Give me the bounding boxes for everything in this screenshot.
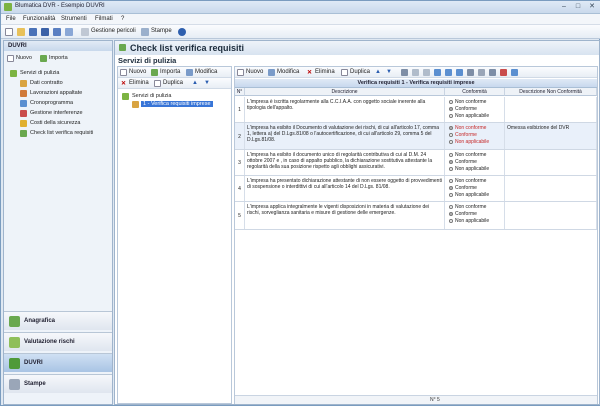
open-icon[interactable]	[17, 28, 25, 36]
option-label: Non applicabile	[455, 113, 490, 119]
left-modifica-button[interactable]: Modifica	[195, 69, 218, 75]
lavorazioni-icon	[20, 90, 27, 97]
import-icon	[151, 69, 158, 76]
row-conformita	[445, 150, 505, 175]
tree-root-icon	[10, 70, 17, 77]
radio-icon[interactable]	[449, 179, 453, 183]
help-icon[interactable]	[178, 28, 186, 36]
main-panel	[114, 40, 600, 405]
conformita-option[interactable]	[449, 185, 477, 191]
sidebar-item-cronoprogramma[interactable]: Cronoprogramma	[30, 100, 74, 106]
right-nuovo-button[interactable]: Nuovo	[246, 69, 264, 75]
radio-icon[interactable]	[449, 167, 453, 171]
interferenze-icon	[20, 110, 27, 117]
option-label: Non conforme	[455, 99, 487, 105]
radio-icon[interactable]	[449, 212, 453, 216]
conformita-option[interactable]	[449, 178, 486, 184]
col-header-n[interactable]: N°	[235, 88, 245, 96]
sidebar-item-lavorazioni[interactable]: Lavorazioni appaltate	[30, 90, 83, 96]
row-number: 4	[235, 176, 245, 201]
new-icon	[7, 55, 14, 62]
option-label: Conforme	[455, 132, 477, 138]
sidebar-item-dati-contratto[interactable]: Dati contratto	[30, 80, 63, 86]
tree-item-icon	[132, 101, 139, 108]
conformita-option[interactable]	[449, 106, 477, 112]
expand-icon[interactable]	[423, 69, 430, 76]
left-duplica-button[interactable]: Duplica	[163, 80, 184, 86]
row-description: L'impresa ha esibito il documento unico di regolarità contributiva di cui al D.M. 24 ottobre 2007 e , in caso di appalto pubblico, la dichiarazione sostitutiva attestante la regolarità della sua posizione rispetto agli obblighi assicurativi.	[245, 150, 445, 175]
maximize-button[interactable]: □	[575, 3, 581, 10]
columns-icon[interactable]	[445, 69, 452, 76]
row-non-conformita[interactable]	[505, 150, 597, 175]
close-button[interactable]: ✕	[589, 3, 595, 10]
row-description: L'impresa ha presentato dichiarazione attestante di non essere oggetto di provvedimenti di sospensione o interdittivi di cui all'articolo 14 del D.Lgs. 81/08.	[245, 176, 445, 201]
conformita-option[interactable]	[449, 159, 477, 165]
row-conformita	[445, 176, 505, 201]
nav-label: Stampe	[24, 381, 46, 387]
conformita-option[interactable]	[449, 99, 486, 105]
menu-filmati[interactable]: Filmati	[95, 16, 113, 22]
right-elimina-button[interactable]: Elimina	[315, 69, 335, 75]
sidebar	[3, 40, 113, 405]
nav-label: DUVRI	[24, 360, 43, 366]
right-modifica-button[interactable]: Modifica	[277, 69, 300, 75]
arrow-up-icon[interactable]: ▲	[192, 80, 198, 86]
import-icon	[40, 55, 47, 62]
row-description: L'impresa applica integralmente le vigenti disposizioni in materia di valutazione dei rischi, sorveglianza sanitaria e misure di gestione delle emergenze.	[245, 202, 445, 229]
left-nuovo-button[interactable]: Nuovo	[129, 69, 147, 75]
col-header-non-conformita[interactable]: Descrizione Non Conformità	[505, 88, 597, 96]
sidebar-item-checklist[interactable]: Check list verifica requisiti	[30, 130, 94, 136]
option-label: Non conforme	[455, 178, 487, 184]
table-row[interactable]	[235, 123, 597, 150]
window-title: Blumatica DVR - Esempio DUVRI	[15, 3, 105, 9]
page-subtitle: Servizi di pulizia	[118, 56, 177, 65]
menu-strumenti[interactable]: Strumenti	[61, 16, 87, 22]
table-row[interactable]	[235, 176, 597, 202]
sidebar-nuovo-button[interactable]: Nuovo	[16, 55, 32, 61]
save-all-icon[interactable]	[41, 28, 49, 36]
row-description: L'impresa è iscritta regolarmente alla C.C.I.A.A. con oggetto sociale inerente alla tipologia dell'appalto.	[245, 97, 445, 122]
radio-icon[interactable]	[449, 160, 453, 164]
row-non-conformita[interactable]	[505, 202, 597, 229]
arrow-down-icon[interactable]: ▼	[386, 69, 392, 75]
dati-contratto-icon	[20, 80, 27, 87]
save-icon[interactable]	[29, 28, 37, 36]
radio-icon[interactable]	[449, 219, 453, 223]
radio-icon[interactable]	[449, 153, 453, 157]
col-header-conformita[interactable]: Conformità	[445, 88, 505, 96]
radio-icon[interactable]	[449, 126, 453, 130]
sidebar-title: DUVRI	[4, 41, 112, 51]
left-elimina-button[interactable]: Elimina	[129, 80, 149, 86]
checklist-icon	[119, 44, 126, 51]
checklist-icon	[20, 130, 27, 137]
sidebar-importa-button[interactable]: Importa	[49, 55, 68, 61]
menu-bar	[1, 14, 600, 25]
option-label: Non applicabile	[455, 139, 490, 145]
delete-icon: ✕	[307, 70, 313, 76]
row-description: L'impresa ha esibito il Documento di valutazione dei rischi, di cui all'articolo 17, comma 1, lettera a) del D.Lgs.81/08 o l'autocertificazione, di cui all'articolo 29, comma 5 del D.Lgs.81/08.	[245, 123, 445, 149]
costi-icon	[20, 120, 27, 127]
stampe-button[interactable]: Stampe	[151, 28, 172, 34]
gestione-pericoli-icon[interactable]	[81, 28, 89, 36]
grid-icon[interactable]	[434, 69, 441, 76]
menu-funzionalita[interactable]: Funzionalità	[23, 16, 56, 22]
new-icon	[120, 69, 127, 76]
option-label: Non applicabile	[455, 192, 490, 198]
option-label: Conforme	[455, 106, 477, 112]
left-tree-root[interactable]: Servizi di pulizia	[132, 93, 172, 99]
option-label: Non conforme	[455, 125, 487, 131]
row-number: 5	[235, 202, 245, 229]
page-title	[115, 41, 599, 55]
option-label: Non conforme	[455, 152, 487, 158]
page-title-text: Check list verifica requisiti	[130, 43, 245, 53]
option-label: Conforme	[455, 185, 477, 191]
edit-icon	[268, 69, 275, 76]
table-row[interactable]	[235, 150, 597, 176]
new-icon	[237, 69, 244, 76]
left-importa-button[interactable]: Importa	[160, 69, 181, 75]
radio-icon[interactable]	[449, 100, 453, 104]
option-label: Conforme	[455, 211, 477, 217]
nav-label: Valutazione rischi	[24, 339, 75, 345]
row-non-conformita[interactable]	[505, 97, 597, 122]
left-toolbar-1	[118, 67, 231, 78]
left-tree-item[interactable]: 1 - Verifica requisiti imprese	[143, 101, 211, 107]
radio-icon[interactable]	[449, 133, 453, 137]
anagrafica-icon	[9, 316, 20, 327]
table-row[interactable]	[235, 97, 597, 123]
separator-icon	[478, 69, 485, 76]
row-conformita	[445, 123, 505, 149]
radio-icon[interactable]	[449, 107, 453, 111]
left-pane	[117, 66, 232, 404]
minimize-button[interactable]: –	[562, 3, 566, 10]
duplicate-icon	[341, 69, 348, 76]
sidebar-toolbar	[4, 53, 112, 64]
row-number: 1	[235, 97, 245, 122]
gestione-pericoli-button[interactable]: Gestione pericoli	[91, 28, 136, 34]
option-label: Non applicabile	[455, 218, 490, 224]
radio-icon[interactable]	[449, 186, 453, 190]
table-footer: N° 5	[235, 395, 597, 404]
right-toolbar	[235, 67, 597, 78]
tree-root-icon	[122, 93, 129, 100]
stampe-nav-icon	[9, 379, 20, 390]
print-icon[interactable]	[511, 69, 518, 76]
nav-anagrafica[interactable]	[4, 311, 112, 330]
row-number: 2	[235, 123, 245, 149]
row-non-conformita[interactable]: Omessa esibizione del DVR	[505, 123, 597, 149]
row-conformita	[445, 97, 505, 122]
col-header-descrizione[interactable]: Descrizione	[245, 88, 445, 96]
delete-icon: ✕	[121, 81, 127, 87]
duvri-icon	[9, 358, 20, 369]
menu-file[interactable]: File	[6, 16, 16, 22]
title-bar	[1, 1, 600, 14]
cronoprogramma-icon	[20, 100, 27, 107]
radio-icon[interactable]	[449, 193, 453, 197]
conformita-option[interactable]	[449, 166, 489, 172]
layout-icon[interactable]	[456, 69, 463, 76]
tree-root[interactable]: Servizi di pulizia	[20, 70, 60, 76]
conformita-option[interactable]	[449, 211, 477, 217]
group-title: Verifica requisiti 1 - Verifica requisiti imprese	[235, 79, 597, 88]
option-label: Non conforme	[455, 204, 487, 210]
valutazione-icon	[9, 337, 20, 348]
conformita-option[interactable]	[449, 218, 489, 224]
print-icon[interactable]	[65, 28, 73, 36]
edit-icon	[186, 69, 193, 76]
view-icon[interactable]	[467, 69, 474, 76]
arrow-up-icon[interactable]: ▲	[375, 69, 381, 75]
conformita-option[interactable]	[449, 125, 486, 131]
main-toolbar	[1, 25, 600, 39]
duplicate-icon	[154, 80, 161, 87]
radio-icon[interactable]	[449, 205, 453, 209]
conformita-option[interactable]	[449, 113, 489, 119]
export-icon[interactable]	[500, 69, 507, 76]
collapse-icon[interactable]	[412, 69, 419, 76]
row-number: 3	[235, 150, 245, 175]
app-icon	[4, 3, 12, 11]
arrow-down-icon[interactable]: ▼	[204, 80, 210, 86]
nav-duvri[interactable]	[4, 353, 112, 372]
nav-label: Anagrafica	[24, 318, 56, 324]
row-non-conformita[interactable]	[505, 176, 597, 201]
row-conformita	[445, 202, 505, 229]
sidebar-item-costi[interactable]: Costi della sicurezza	[30, 120, 81, 126]
conformita-option[interactable]	[449, 139, 489, 145]
conformita-option[interactable]	[449, 192, 489, 198]
new-icon[interactable]	[5, 28, 13, 36]
right-duplica-button[interactable]: Duplica	[350, 69, 371, 75]
nav-valutazione-rischi[interactable]	[4, 332, 112, 351]
option-label: Conforme	[455, 159, 477, 165]
conformita-option[interactable]	[449, 152, 486, 158]
option-label: Non applicabile	[455, 166, 490, 172]
nav-stampe[interactable]	[4, 374, 112, 393]
save-as-icon[interactable]	[53, 28, 61, 36]
binoculars-icon[interactable]	[401, 69, 408, 76]
filter-icon[interactable]	[489, 69, 496, 76]
radio-icon[interactable]	[449, 140, 453, 144]
conformita-option[interactable]	[449, 204, 486, 210]
right-pane	[234, 66, 598, 404]
sidebar-item-interferenze[interactable]: Gestione interferenze	[30, 110, 83, 116]
radio-icon[interactable]	[449, 114, 453, 118]
left-toolbar-2	[118, 78, 231, 89]
conformita-option[interactable]	[449, 132, 477, 138]
menu-help[interactable]: ?	[121, 16, 125, 22]
stampe-icon[interactable]	[141, 28, 149, 36]
table-row[interactable]	[235, 202, 597, 230]
